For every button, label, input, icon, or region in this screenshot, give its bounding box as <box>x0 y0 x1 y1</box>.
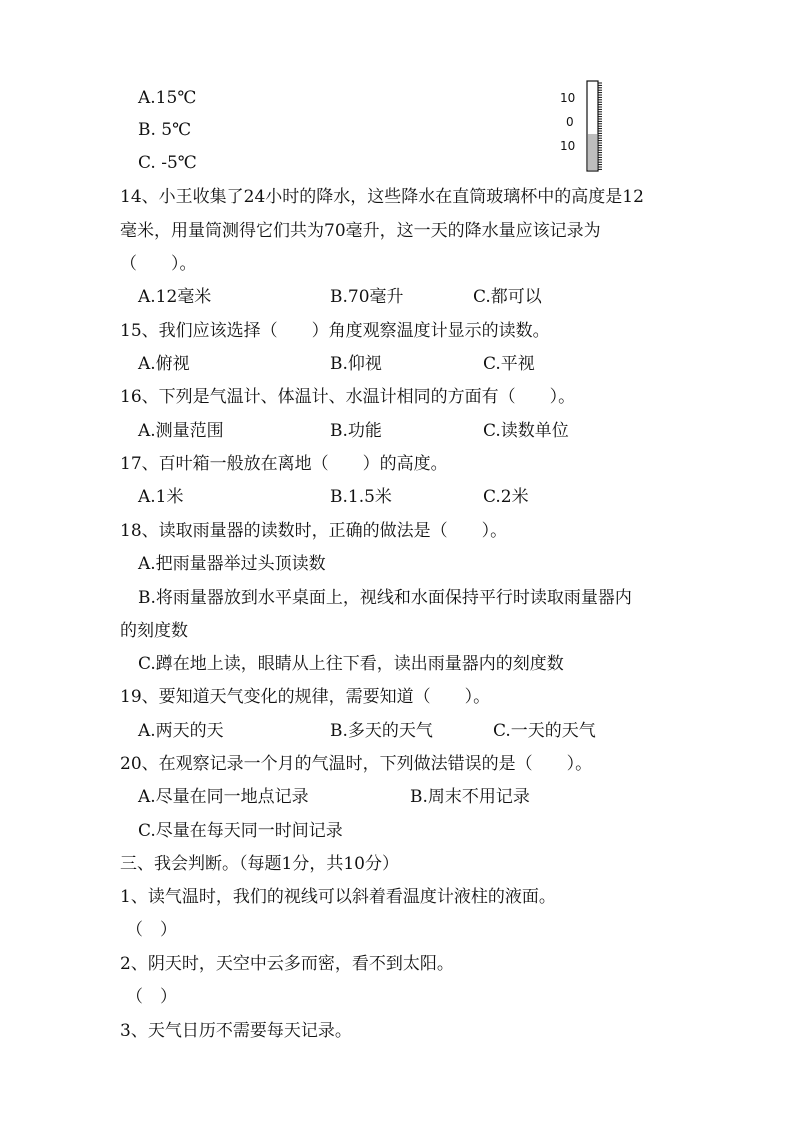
thermo-liquid <box>588 134 597 170</box>
q18-option-a: A.把雨量器举过头顶读数 <box>138 554 326 574</box>
q17-stem: 17、百叶箱一般放在离地（ ）的高度。 <box>120 454 448 474</box>
thermo-label-zero: 0 <box>566 115 574 129</box>
q14-option-a: A.12毫米 <box>138 287 212 307</box>
q20-option-a: A.尽量在同一地点记录 <box>138 787 309 807</box>
q18-option-b-line2: 的刻度数 <box>120 621 188 641</box>
q19-option-b: B.多天的天气 <box>330 721 433 741</box>
q15-option-c: C.平视 <box>483 354 535 374</box>
q16-option-a: A.测量范围 <box>138 421 224 441</box>
q14-option-b: B.70毫升 <box>330 287 404 307</box>
q13-option-c: C. -5℃ <box>138 153 197 173</box>
q14-stem-line3: （ ）。 <box>120 254 197 274</box>
q15-stem: 15、我们应该选择（ ）角度观察温度计显示的读数。 <box>120 321 550 341</box>
judge2-blank: （ ） <box>126 987 177 1007</box>
thermo-label-top: 10 <box>560 91 576 105</box>
q20-option-c: C.尽量在每天同一时间记录 <box>138 821 343 841</box>
q19-option-c: C.一天的天气 <box>493 721 596 741</box>
section3-title: 三、我会判断。（每题1分，共10分） <box>120 854 399 874</box>
q17-option-c: C.2米 <box>483 487 529 507</box>
q18-stem: 18、读取雨量器的读数时，正确的做法是（ ）。 <box>120 521 508 541</box>
judge1-text: 1、读气温时，我们的视线可以斜着看温度计液柱的液面。 <box>120 887 556 907</box>
q16-option-c: C.读数单位 <box>483 421 569 441</box>
q16-option-b: B.功能 <box>330 421 382 441</box>
q18-option-b-line1: B.将雨量器放到水平桌面上，视线和水面保持平行时读取雨量器内 <box>138 588 632 608</box>
thermo-label-bottom: 10 <box>560 139 576 153</box>
judge1-blank: （ ） <box>126 920 177 940</box>
q19-option-a: A.两天的天 <box>138 721 224 741</box>
thermometer-figure <box>548 78 628 178</box>
q14-option-c: C.都可以 <box>473 287 542 307</box>
q15-option-b: B.仰视 <box>330 354 382 374</box>
judge3-text: 3、天气日历不需要每天记录。 <box>120 1021 352 1041</box>
q13-option-a: A.15℃ <box>138 88 197 108</box>
judge2-text: 2、阴天时，天空中云多而密，看不到太阳。 <box>120 954 454 974</box>
q16-stem: 16、下列是气温计、体温计、水温计相同的方面有（ ）。 <box>120 387 576 407</box>
q14-stem-line2: 毫米，用量筒测得它们共为70毫升，这一天的降水量应该记录为 <box>120 221 601 241</box>
q14-stem-line1: 14、小王收集了24小时的降水，这些降水在直筒玻璃杯中的高度是12 <box>120 187 644 207</box>
q15-option-a: A.俯视 <box>138 354 190 374</box>
q18-option-c: C.蹲在地上读，眼睛从上往下看，读出雨量器内的刻度数 <box>138 654 564 674</box>
q20-stem: 20、在观察记录一个月的气温时，下列做法错误的是（ ）。 <box>120 754 593 774</box>
q13-option-b: B. 5℃ <box>138 120 192 140</box>
q17-option-a: A.1米 <box>138 487 184 507</box>
q20-option-b: B.周末不用记录 <box>410 787 530 807</box>
q17-option-b: B.1.5米 <box>330 487 392 507</box>
q19-stem: 19、要知道天气变化的规律，需要知道（ ）。 <box>120 687 491 707</box>
